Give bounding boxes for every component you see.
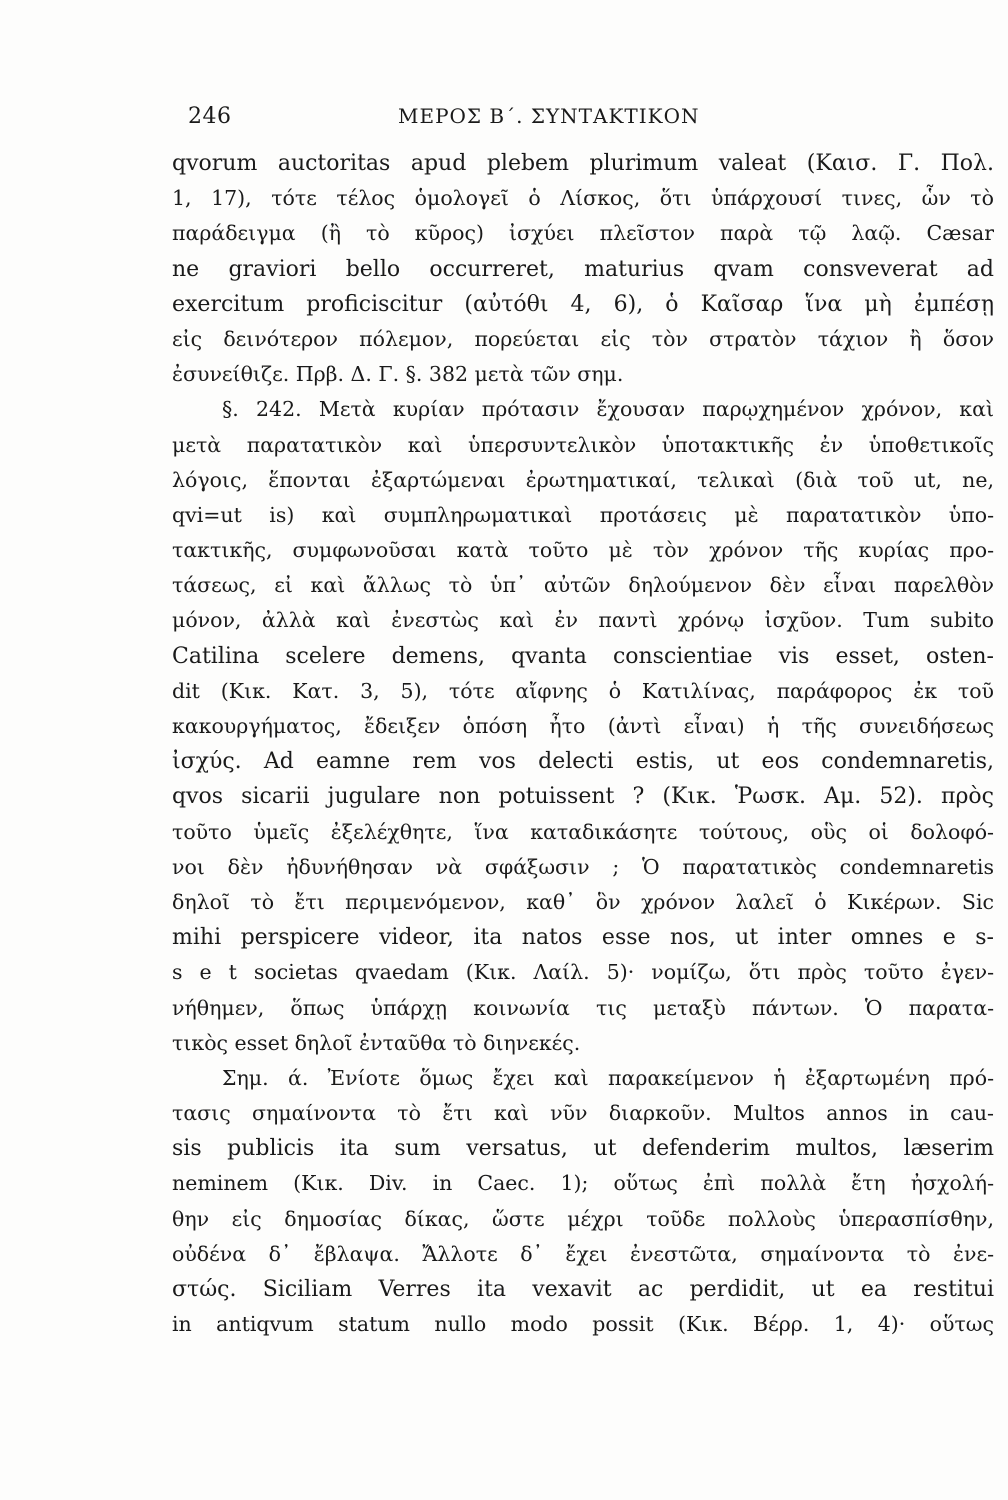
text-line: in antiqvum statum nullo modo possit (Κικ. Βέρρ. 1, 4)· οὕτως	[172, 1312, 994, 1337]
running-head: ΜΕΡΟΣ Β΄. ΣΥΝΤΑΚΤΙΚΟΝ	[398, 104, 700, 128]
text-line: εἰς δεινότερον πόλεμον, πορεύεται εἰς τὸν στρατὸν τάχιον ἢ ὅσον	[172, 326, 994, 351]
text-line: οὐδένα δ᾽ ἔβλαψα. Ἄλλοτε δ᾽ ἔχει ἐνεστῶτα, σημαίνοντα τὸ ἐνε-	[172, 1241, 994, 1266]
text-line: exercitum proficiscitur (αὐτόθι 4, 6), ὁ Καῖσαρ ἵνα μὴ ἐμπέσῃ	[172, 291, 994, 317]
text-line: νοι δὲν ἠδυνήθησαν νὰ σφάξωσιν ; Ὁ παρατατικὸς condemnaretis	[172, 854, 994, 879]
text-line: Catilina scelere demens, qvanta conscientiae vis esset, osten-	[172, 643, 994, 669]
text-line: qvorum auctoritas apud plebem plurimum valeat (Καισ. Γ. Πολ.	[172, 151, 994, 176]
text-line: mihi perspicere videor, ita natos esse nos, ut inter omnes e s-	[172, 925, 994, 951]
text-line: μόνον, ἀλλὰ καὶ ἐνεστὼς καὶ ἐν παντὶ χρόνῳ ἰσχῦον. Tum subito	[172, 608, 994, 633]
text-line: νήθημεν, ὅπως ὑπάρχῃ κοινωνία τις μεταξὺ πάντων. Ὁ παρατα-	[172, 995, 994, 1020]
page-header	[188, 100, 788, 136]
text-line: ne graviori bello occurreret, maturius qvam consveverat ad	[172, 256, 994, 282]
page-number: 246	[188, 104, 232, 129]
text-line: τασις σημαίνοντα τὸ ἔτι καὶ νῦν διαρκοῦν. Multos annos in cau-	[172, 1101, 994, 1126]
text-line: μετὰ παρατατικὸν καὶ ὑπερσυντελικὸν ὑποτακτικῆς ἐν ὑποθετικοῖς	[172, 432, 994, 457]
text-line: παράδειγμα (ἢ τὸ κῦρος) ἰσχύει πλεῖστον παρὰ τῷ λαῷ. Cæsar	[172, 221, 994, 246]
text-line: θην εἰς δημοσίας δίκας, ὥστε μέχρι τοῦδε πολλοὺς ὑπερασπίσθην,	[172, 1206, 994, 1231]
note-heading-line: Σημ. ά. Ἐνίοτε ὅμως ἔχει καὶ παρακείμενον ἡ ἐξαρτωμένη πρό-	[222, 1065, 994, 1090]
text-line: τικὸς esset δηλοῖ ἐνταῦθα τὸ διηνεκές.	[172, 1030, 581, 1055]
text-line: ἰσχύς. Ad eamne rem vos delecti estis, ut eos condemnaretis,	[172, 749, 994, 775]
section-heading-line: §. 242. Μετὰ κυρίαν πρότασιν ἔχουσαν παρῳχημένον χρόνον, καὶ	[222, 397, 994, 422]
text-line: s e t societas qvaedam (Κικ. Λαίλ. 5)· νομίζω, ὅτι πρὸς τοῦτο ἐγεν-	[172, 960, 994, 985]
text-line: δηλοῖ τὸ ἔτι περιμενόμενον, καθ᾽ ὃν χρόνον λαλεῖ ὁ Κικέρων. Sic	[172, 889, 994, 914]
text-line: ἐσυνείθιζε. Πρβ. Δ. Γ. §. 382 μετὰ τῶν σημ.	[172, 362, 624, 387]
text-line: τάσεως, εἰ καὶ ἄλλως τὸ ὑπ᾽ αὐτῶν δηλούμενον δὲν εἶναι παρελθὸν	[172, 573, 994, 598]
text-line: τακτικῆς, συμφωνοῦσαι κατὰ τοῦτο μὲ τὸν χρόνον τῆς κυρίας προ-	[172, 538, 994, 563]
text-line: qvi=ut is) καὶ συμπληρωματικαὶ προτάσεις μὲ παρατατικὸν ὑπο-	[172, 502, 994, 527]
text-line: λόγοις, ἕπονται ἐξαρτώμεναι ἐρωτηματικαί, τελικαὶ (διὰ τοῦ ut, ne,	[172, 467, 994, 492]
text-line: neminem (Κικ. Div. in Caec. 1); οὕτως ἐπὶ πολλὰ ἔτη ἠσχολή-	[172, 1171, 994, 1196]
text-line: τοῦτο ὑμεῖς ἐξελέχθητε, ἵνα καταδικάσητε τούτους, οὓς οἱ δολοφό-	[172, 819, 994, 844]
body-text	[172, 146, 994, 1342]
text-line: dit (Κικ. Κατ. 3, 5), τότε αἴφνης ὁ Κατιλίνας, παράφορος ἐκ τοῦ	[172, 678, 994, 703]
text-line: sis publicis ita sum versatus, ut defenderim multos, læserim	[172, 1136, 994, 1162]
text-line: qvos sicarii jugulare non potuissent ? (Κικ. Ῥωσκ. Αμ. 52). πρὸς	[172, 784, 994, 810]
text-line: στώς. Siciliam Verres ita vexavit ac perdidit, ut ea restitui	[172, 1277, 994, 1302]
text-line: 1, 17), τότε τέλος ὁμολογεῖ ὁ Λίσκος, ὅτι ὑπάρχουσί τινες, ὧν τὸ	[172, 186, 994, 211]
text-line: κακουργήματος, ἔδειξεν ὁπόση ἦτο (ἀντὶ εἶναι) ἡ τῆς συνειδήσεως	[172, 714, 994, 738]
